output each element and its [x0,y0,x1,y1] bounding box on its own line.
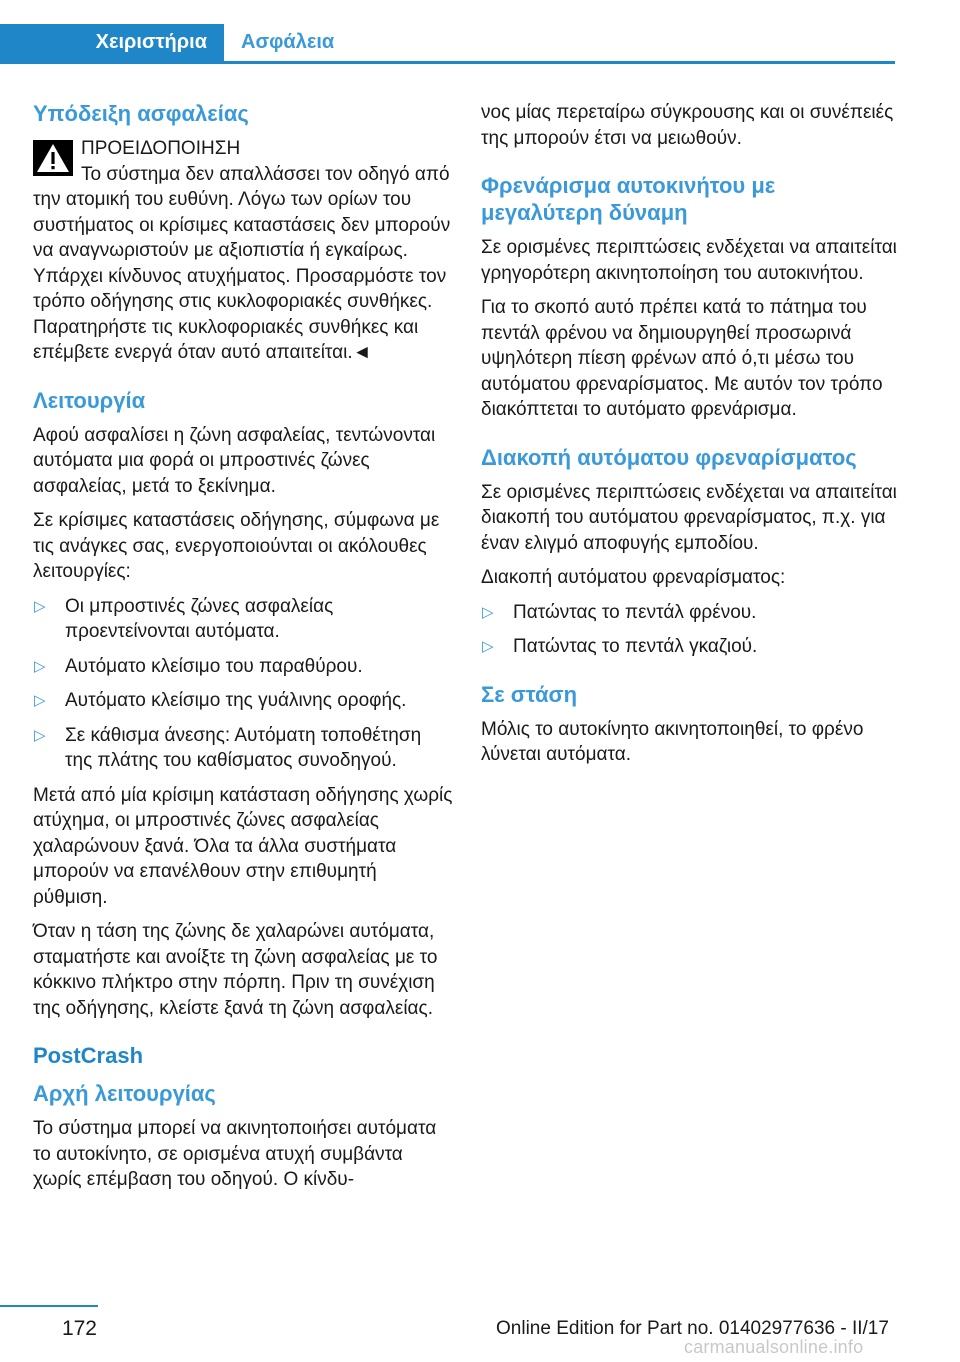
stronger-braking-paragraph-2: Για το σκοπό αυτό πρέπει κατά το πάτημα του πεντάλ φρένου να δημιουργηθεί προσωρινά υψηλότερη πίεση φρένων από ό,τι μέσω του αυτόματου φρεναρίσματος. Με αυτόν τον τρόπο διακόπτεται το αυτόματο φρενάρισμα. [481,297,883,420]
warning-title: ΠΡΟΕΙΔΟΠΟΙΗΣΗ [81,138,241,159]
list-item-text: Σε κάθισμα άνεσης: Αυτόματη τοποθέτηση της πλάτης του καθίσματος συνοδηγού. [65,724,422,771]
list-item-text: Αυτόματο κλείσιμο της γυάλινης οροφής. [65,690,407,711]
list-item [481,600,901,626]
list-item [33,688,453,714]
bullet-arrow-icon: ▷ [482,638,494,655]
interrupt-braking-heading: Διακοπή αυτόματου φρεναρίσματος [481,444,857,470]
function-list [33,594,453,774]
header-divider [0,61,895,64]
warning-triangle-icon [33,140,73,176]
list-item [33,594,453,645]
edition-text: Online Edition for Part no. 01402977636 - II/17 [496,1318,889,1339]
function-paragraph-2: Σε κρίσιμες καταστάσεις οδήγησης, σύμφωνα με τις ανάγκες σας, ενεργοποιούνται οι ακόλουθες λειτουργίες: [33,510,440,582]
left-column [33,100,453,1202]
warning-text: Το σύστημα δεν απαλλάσσει τον οδηγό από την ατομική του ευθύνη. Λόγω των ορίων του συστήματος οι κρίσιμες καταστάσεις δεν μπορούν να αναγνωριστούν με αξιοπιστία ή εγκαίρως. Υπάρχει κίνδυνος ατυχήματος. Προσαρμόστε τον τρόπο οδήγησης στις κυκλοφοριακές συνθήκες. Παρατηρήστε τις κυκλοφοριακές συνθήκες και επέμβετε ενεργά όταν αυτό απαιτείται.◄ [33,163,451,363]
bullet-arrow-icon: ▷ [34,597,46,615]
stronger-braking-heading: Φρενάρισμα αυτοκινήτου με μεγαλύτερη δύναμη [481,173,776,225]
principle-paragraph: Το σύστημα μπορεί να ακινητοποιήσει αυτόματα το αυτοκίνητο, σε ορισμένα ατυχή συμβάντα χωρίς επέμβαση του οδηγού. Ο κίνδυ- [33,1118,437,1190]
list-item [481,634,901,660]
interrupt-braking-paragraph-2: Διακοπή αυτόματου φρεναρίσματος: [481,567,786,588]
right-column [481,100,901,777]
watermark: carmanualsonline.info [684,1337,864,1357]
list-item [33,654,453,680]
list-item-text: Πατώντας το πεντάλ γκαζιού. [513,636,758,657]
list-item-text: Πατώντας το πεντάλ φρένου. [513,601,757,623]
function-paragraph-3: Μετά από μία κρίσιμη κατάσταση οδήγησης χωρίς ατύχημα, οι μπροστινές ζώνες ασφαλείας χαλαρώνουν ξανά. Όλα τα άλλα συστήματα μπορούν να επανέλθουν στην επιθυμητή ρύθμιση. [33,784,453,908]
list-item-text: Αυτόματο κλείσιμο του παραθύρου. [65,655,363,677]
page-number: 172 [61,1317,97,1340]
function-paragraph-1: Αφού ασφαλίσει η ζώνη ασφαλείας, τεντώνονται αυτόματα μια φορά οι μπροστινές ζώνες ασφαλείας, μετά το ξεκίνημα. [33,424,436,497]
bullet-arrow-icon: ▷ [482,603,494,621]
stronger-braking-paragraph-1: Σε ορισμένες περιπτώσεις ενδέχεται να απαιτείται γρηγορότερη ακινητοποίηση του αυτοκινήτου. [481,237,897,284]
footer-divider [0,1305,98,1307]
tab-safety[interactable]: Ασφάλεια [241,31,335,53]
list-item [33,723,453,774]
principle-heading: Αρχή λειτουργίας [33,1081,216,1106]
page-header [0,0,960,62]
interrupt-braking-paragraph-1: Σε ορισμένες περιπτώσεις ενδέχεται να απαιτείται διακοπή του αυτόματου φρεναρίσματος, π.χ. για έναν ελιγμό αποφυγής εμποδίου. [481,481,897,554]
interrupt-braking-list [481,600,901,660]
safety-notice-heading: Υπόδειξη ασφαλείας [33,101,249,126]
postcrash-heading: PostCrash [33,1043,144,1068]
bullet-arrow-icon: ▷ [34,692,46,709]
bullet-arrow-icon: ▷ [34,657,46,675]
principle-paragraph-continued: νος μίας περεταίρω σύγκρουσης και οι συνέπειές της μπορούν έτσι να μειωθούν. [481,102,894,149]
standstill-paragraph: Μόλις το αυτοκίνητο ακινητοποιηθεί, το φρένο λύνεται αυτόματα. [481,718,864,765]
warning-block [33,136,453,366]
list-item-text: Οι μπροστινές ζώνες ασφαλείας προεντείνονται αυτόματα. [65,595,334,642]
bullet-arrow-icon: ▷ [34,726,46,744]
function-paragraph-4: Όταν η τάση της ζώνης δε χαλαρώνει αυτόματα, σταματήστε και ανοίξτε τη ζώνη ασφαλείας με το κόκκινο πλήκτρο στην πόρπη. Πριν τη συνέχιση της οδήγησης, κλείστε ξανά τη ζώνη ασφαλείας. [33,921,438,1019]
tab-controls[interactable]: Χειριστήρια [0,24,224,61]
function-heading: Λειτουργία [33,387,146,413]
standstill-heading: Σε στάση [481,681,578,707]
